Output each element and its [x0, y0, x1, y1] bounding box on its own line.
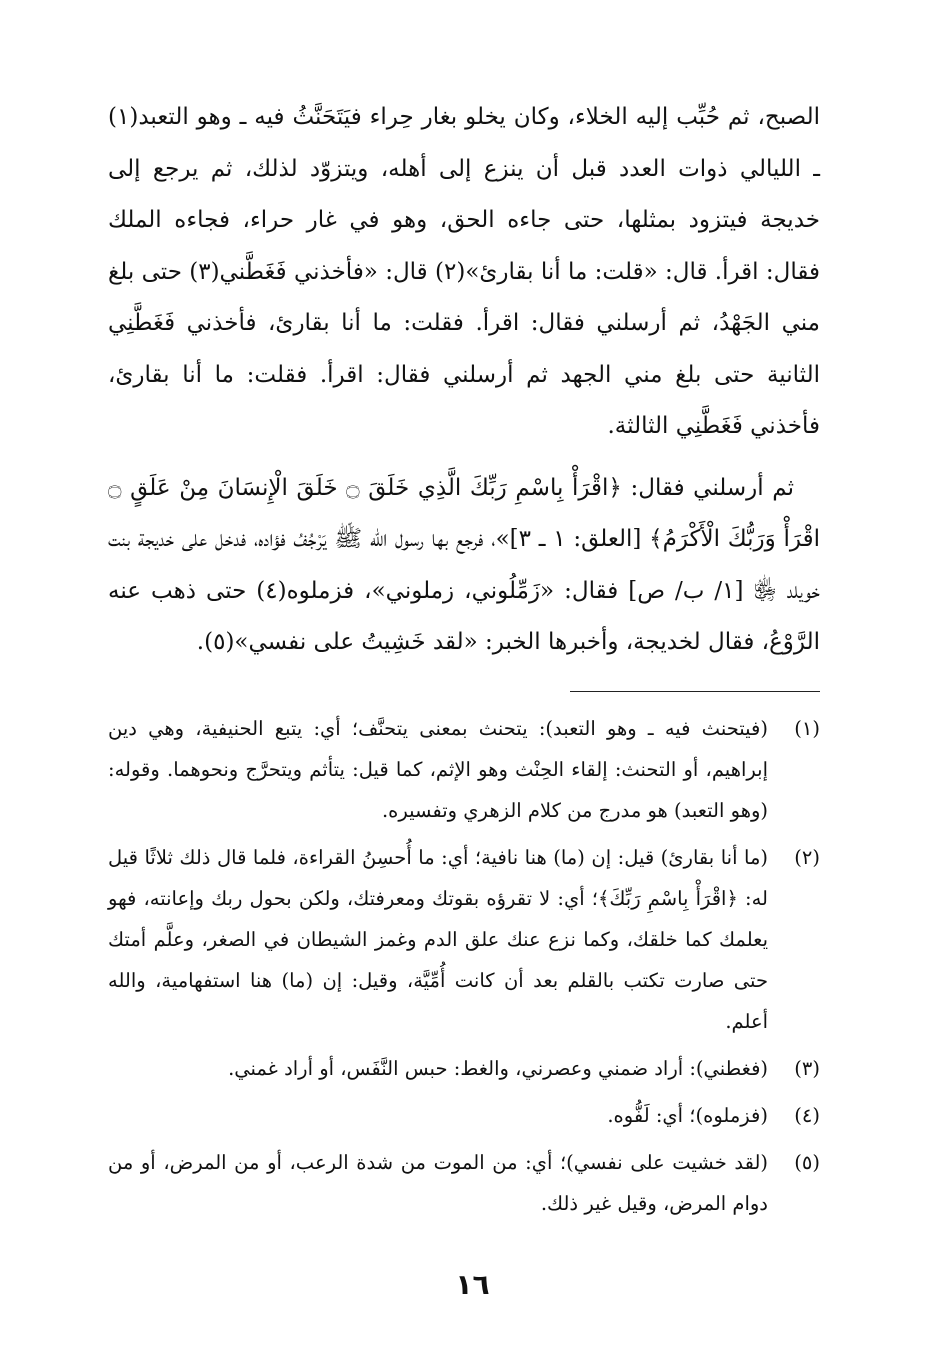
footnote [108, 708, 820, 831]
body-paragraph: ثم أرسلني فقال: ﴿اقْرَأْ بِاسْمِ رَبِّكَ الَّذِي خَلَقَ ۝ خَلَقَ الْإِنسَانَ مِنْ عَلَقٍ ۝ اقْرَأْ وَرَبُّكَ الْأَكْرَمُ﴾ [العلق: ١ ـ ٣]»، فرجع بها رسول الله ﷺ يَرْجُفُ فؤاده، فدخل على خديجة بنت خويلد ﵂ [١/ ب/ ص] فقال: «زَمِّلُوني، زملوني»، فزملوه(٤) حتى ذهب عنه الرَّوْعُ، فقال لخديجة، وأخبرها الخبر: «لقد خَشِيتُ على نفسي»(٥). [108, 474, 820, 655]
footnote-number: (٥) [794, 1150, 820, 1174]
footnote-number: (١) [794, 716, 820, 740]
main-text [108, 92, 820, 669]
page-number: ١٦ [455, 1268, 490, 1301]
footnote-text: (لقد خشيت على نفسي)؛ أي: من الموت من شدة الرعب، أو من المرض، أو من دوام المرض، وقيل غير ذلك. [108, 1150, 768, 1215]
body-paragraph: الصبح، ثم حُبِّب إليه الخلاء، وكان يخلو بغار حِراء فيَتَحَنَّثُ فيه ـ وهو التعبد(١) ـ الليالي ذوات العدد قبل أن ينزع إلى أهله، ويتزوّد لذلك، ثم يرجع إلى خديجة فيتزود بمثلها، حتى جاءه الحق، وهو في غار حراء، فجاءه الملك فقال: اقرأ. قال: «قلت: ما أنا بقارئ»(٢) قال: «فأخذني فَغَطَّني(٣) حتى بلغ مني الجَهْدُ، ثم أرسلني فقال: اقرأ. فقلت: ما أنا بقارئ، فأخذني فَغَطَّنِي الثانية حتى بلغ مني الجهد ثم أرسلني فقال: اقرأ. فقلت: ما أنا بقارئ، فأخذني فَغَطَّنِي الثالثة. [108, 104, 820, 439]
footnote [108, 837, 820, 1042]
footnote-number: (٣) [794, 1056, 820, 1080]
footnote-text: (فغطني): أراد ضمني وعصرني، والغط: حبس النَّفَس، أو أراد غمني. [228, 1056, 768, 1080]
footnotes [108, 708, 820, 1224]
footnote [108, 1048, 820, 1089]
footnote-text: (فزملوه)؛ أي: لَفُّوه. [607, 1103, 768, 1127]
footnote-separator [570, 691, 820, 692]
page-content [108, 92, 820, 1230]
footnote [108, 1142, 820, 1224]
footnote [108, 1095, 820, 1136]
footnote-number: (٤) [794, 1103, 820, 1127]
footnote-text: (فيتحنث فيه ـ وهو التعبد): يتحنث بمعنى يتحنَّف؛ أي: يتبع الحنيفية، وهي دين إبراهيم، أو التحنث: إلقاء الحِنْث وهو الإثم، كما قيل: يتأثم ويتحرَّج ونحوهما. وقوله: (وهو التعبد) هو مدرج من كلام الزهري وتفسيره. [108, 716, 768, 822]
footnote-number: (٢) [794, 845, 820, 869]
footnote-text: (ما أنا بقارئ) قيل: إن (ما) هنا نافية؛ أي: ما أُحسِنُ القراءة، فلما قال ذلك ثلاثًا قيل له: ﴿اقْرَأْ بِاسْمِ رَبِّكَ﴾؛ أي: لا تقرؤه بقوتك ومعرفتك، ولكن بحول ربك وإعانته، فهو يعلمك كما خلقك، وكما نزع عنك علق الدم وغمز الشيطان في الصغر، وعلَّم أمتك حتى صارت تكتب بالقلم بعد أن كانت أُمِّيَّة، وقيل: إن (ما) هنا استفهامية، والله أعلم. [108, 845, 768, 1033]
